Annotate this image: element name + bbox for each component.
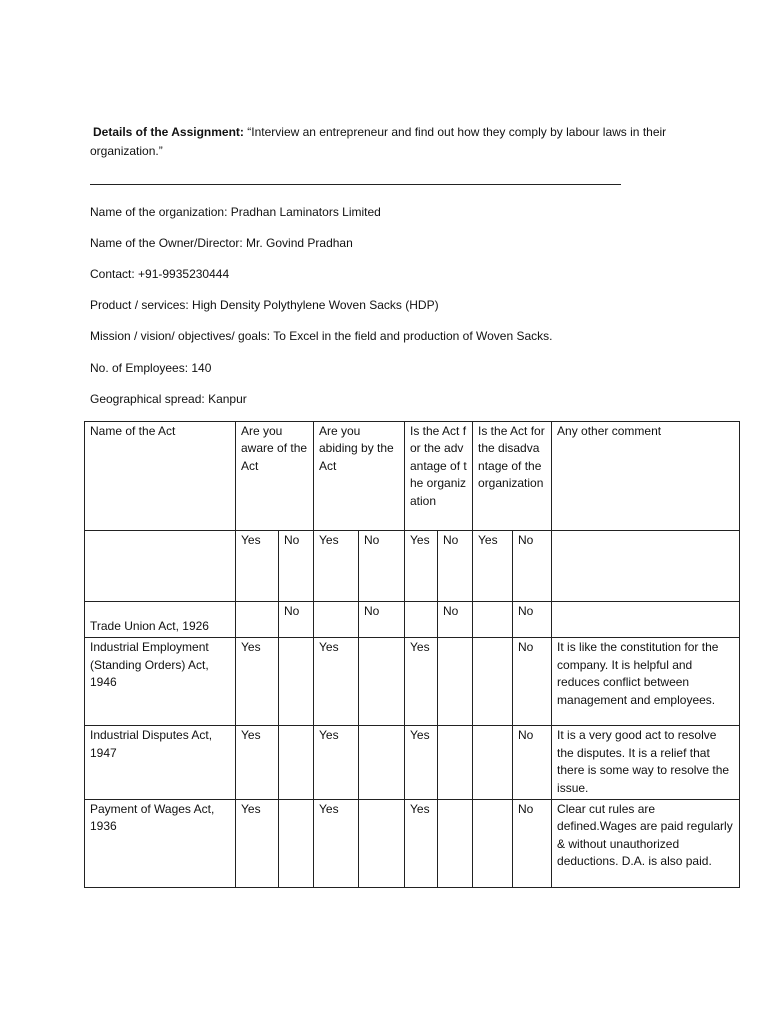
abiding-no-cell <box>359 638 405 726</box>
organization-name: Name of the organization: Pradhan Laminators Limited <box>90 205 381 219</box>
aware-yes-cell <box>236 602 279 638</box>
disadvantage-yes-cell <box>473 800 513 888</box>
comment-cell: Clear cut rules are defined.Wages are paid regularly & without unauthorized deductions. D.A. is also paid. <box>552 800 740 888</box>
contact-number: Contact: +91-9935230444 <box>90 267 230 281</box>
subheader-aware-no: No <box>279 531 314 602</box>
header-comment: Any other comment <box>552 422 740 531</box>
assignment-details <box>90 123 710 161</box>
product-services: Product / services: High Density Polythylene Woven Sacks (HDP) <box>90 298 439 312</box>
owner-name: Name of the Owner/Director: Mr. Govind Pradhan <box>90 236 353 250</box>
subheader-blank <box>85 531 236 602</box>
header-disadvantage: Is the Act for the disadvantage of the organization <box>473 422 552 531</box>
employee-count: No. of Employees: 140 <box>90 361 212 375</box>
disadvantage-yes-cell <box>473 726 513 800</box>
aware-no-cell <box>279 726 314 800</box>
act-name: Trade Union Act, 1926 <box>90 619 209 633</box>
disadvantage-no-cell: No <box>513 800 552 888</box>
comment-cell: It is a very good act to resolve the disputes. It is a relief that there is some way to resolve the issue. <box>552 726 740 800</box>
subheader-abiding-yes: Yes <box>314 531 359 602</box>
abiding-yes-cell: Yes <box>314 726 359 800</box>
aware-no-cell <box>279 800 314 888</box>
abiding-no-cell <box>359 726 405 800</box>
assignment-text: “Interview an entrepreneur and find out how they comply by labour laws in their organization.” <box>90 125 667 158</box>
abiding-yes-cell <box>314 602 359 638</box>
aware-yes-cell: Yes <box>236 800 279 888</box>
abiding-no-cell <box>359 800 405 888</box>
aware-no-cell <box>279 638 314 726</box>
disadvantage-yes-cell <box>473 638 513 726</box>
comment-cell: It is like the constitution for the company. It is helpful and reduces conflict between management and employees. <box>552 638 740 726</box>
assignment-label: Details of the Assignment: <box>93 125 244 139</box>
aware-yes-cell: Yes <box>236 638 279 726</box>
subheader-disadvantage-no: No <box>513 531 552 602</box>
yes-no-subheader-row <box>85 531 740 602</box>
subheader-aware-yes: Yes <box>236 531 279 602</box>
advantage-yes-cell <box>405 602 438 638</box>
table-header-row <box>85 422 740 531</box>
separator-line <box>90 184 621 185</box>
table-row <box>85 726 740 800</box>
act-name-cell: Payment of Wages Act, 1936 <box>85 800 236 888</box>
header-abiding: Are you abiding by the Act <box>314 422 405 531</box>
subheader-comment-blank <box>552 531 740 602</box>
act-name-cell <box>85 602 236 638</box>
subheader-advantage-yes: Yes <box>405 531 438 602</box>
advantage-yes-cell: Yes <box>405 638 438 726</box>
abiding-no-cell: No <box>359 602 405 638</box>
abiding-yes-cell: Yes <box>314 638 359 726</box>
header-advantage: Is the Act for the advantage of the organization <box>405 422 473 531</box>
advantage-no-cell <box>438 800 473 888</box>
abiding-yes-cell: Yes <box>314 800 359 888</box>
header-act-name: Name of the Act <box>85 422 236 531</box>
advantage-no-cell <box>438 638 473 726</box>
subheader-disadvantage-yes: Yes <box>473 531 513 602</box>
aware-yes-cell: Yes <box>236 726 279 800</box>
advantage-yes-cell: Yes <box>405 800 438 888</box>
disadvantage-no-cell: No <box>513 602 552 638</box>
disadvantage-no-cell: No <box>513 638 552 726</box>
act-name-cell: Industrial Employment (Standing Orders) Act, 1946 <box>85 638 236 726</box>
aware-no-cell: No <box>279 602 314 638</box>
comment-cell <box>552 602 740 638</box>
disadvantage-no-cell: No <box>513 726 552 800</box>
subheader-abiding-no: No <box>359 531 405 602</box>
advantage-no-cell <box>438 726 473 800</box>
mission-statement: Mission / vision/ objectives/ goals: To Excel in the field and production of Woven Sacks. <box>90 329 553 343</box>
labour-acts-table <box>84 421 740 888</box>
subheader-advantage-no: No <box>438 531 473 602</box>
table-row <box>85 602 740 638</box>
table-row <box>85 638 740 726</box>
disadvantage-yes-cell <box>473 602 513 638</box>
header-aware: Are you aware of the Act <box>236 422 314 531</box>
act-name-cell: Industrial Disputes Act, 1947 <box>85 726 236 800</box>
table-row <box>85 800 740 888</box>
advantage-no-cell: No <box>438 602 473 638</box>
advantage-yes-cell: Yes <box>405 726 438 800</box>
geographical-spread: Geographical spread: Kanpur <box>90 392 247 406</box>
